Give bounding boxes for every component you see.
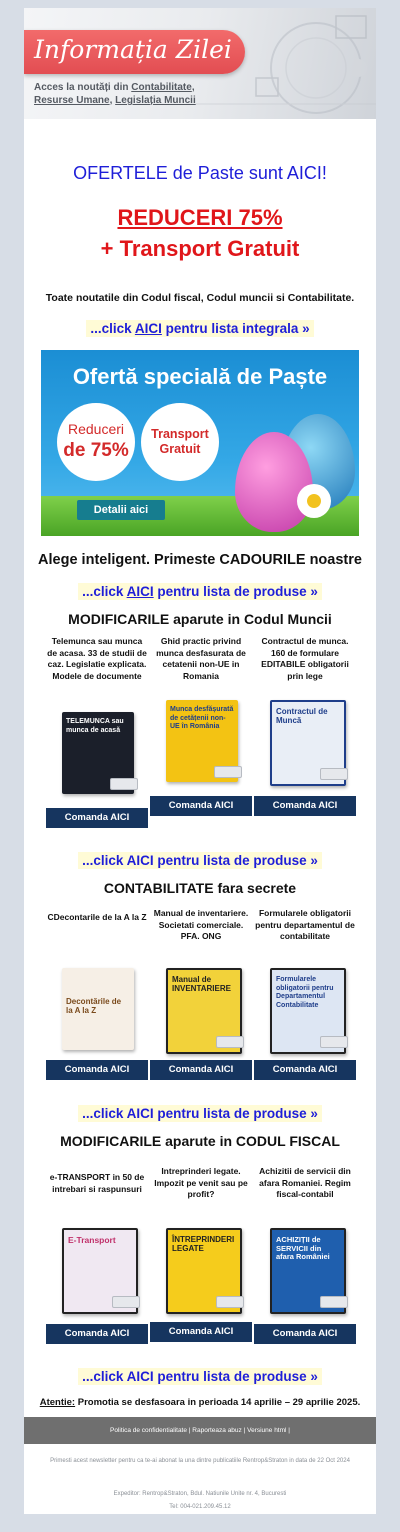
product-list-link[interactable]: ...click AICI pentru lista de produse » — [78, 852, 322, 869]
usb-stick-icon — [216, 1036, 244, 1048]
product-title: Manual de inventariere. Societati comerciale. PFA. ONG — [153, 908, 249, 941]
usb-stick-icon — [320, 768, 348, 780]
shipping-heading: + Transport Gratuit — [100, 236, 300, 261]
product-cover[interactable]: TELEMUNCA sau munca de acasă — [62, 712, 134, 794]
order-button[interactable]: Comanda AICI — [254, 1060, 356, 1080]
product-cover[interactable]: ACHIZIȚII de SERVICII din afara României — [270, 1228, 346, 1314]
product-title: Ghid practic privind munca desfasurata de cetatenii non-UE in Romania — [156, 636, 246, 681]
usb-stick-icon — [320, 1036, 348, 1048]
newsletter-header — [24, 8, 376, 119]
full-list-link-row — [24, 318, 376, 337]
order-button[interactable]: Comanda AICI — [46, 1060, 148, 1080]
gifts-heading: Alege inteligent. Primeste CADOURILE noastre — [38, 552, 362, 568]
product-cover[interactable]: ÎNTREPRINDERI LEGATE — [166, 1228, 242, 1314]
usb-stick-icon — [214, 766, 242, 778]
offer-heading: OFERTELE de Paste sunt AICI! — [73, 163, 327, 183]
product-cover[interactable]: Decontările de la A la Z — [62, 968, 134, 1050]
product-card — [46, 636, 148, 828]
product-card — [254, 636, 356, 828]
product-title: Intreprinderi legate. Impozit pe venit sau pe profit? — [154, 1166, 248, 1199]
section-title-codul-fiscal: MODIFICARILE aparute in CODUL FISCAL — [60, 1133, 340, 1149]
product-card — [46, 908, 148, 1083]
newsletter-card — [24, 8, 376, 1514]
product-list-link[interactable]: ...click AICI pentru lista de produse » — [78, 1368, 322, 1385]
brand-logo[interactable] — [24, 30, 245, 74]
product-card — [254, 1166, 356, 1356]
order-button[interactable]: Comanda AICI — [150, 1322, 252, 1342]
product-list-link-row — [24, 581, 376, 600]
product-list-link-row — [24, 1366, 376, 1385]
order-button[interactable]: Comanda AICI — [150, 1060, 252, 1080]
note-label: Atentie: — [39, 1397, 76, 1408]
intro-text: Toate noutatile din Codul fiscal, Codul muncii si Contabilitate. — [45, 292, 355, 304]
product-cover[interactable]: Manual de INVENTARIERE — [166, 968, 242, 1054]
footer-links[interactable]: Politica de confidentialitate | Raporteaza abuz | Versiune html | — [24, 1417, 376, 1444]
product-card — [150, 1166, 252, 1356]
discount-badge: Reduceri de 75% — [57, 403, 135, 481]
free-shipping-badge: Transport Gratuit — [141, 403, 219, 481]
usb-stick-icon — [320, 1296, 348, 1308]
tagline-link-contabilitate[interactable]: Contabilitate — [131, 82, 192, 93]
product-title: Formularele obligatorii pentru departamentul de contabilitate — [255, 908, 355, 941]
product-title: Contractul de munca. 160 de formulare EDITABILE obligatorii prin lege — [261, 636, 349, 681]
tagline-link-resurse-umane[interactable]: Resurse Umane — [34, 95, 110, 106]
tagline-link-legislatia-muncii[interactable]: Legislația Muncii — [115, 95, 196, 106]
product-title: Achizitii de servicii din afara Romaniei. Regim fiscal-contabil — [259, 1166, 351, 1199]
product-title: e-TRANSPORT in 50 de intrebari si raspunsuri — [49, 1172, 145, 1194]
product-card — [254, 908, 356, 1083]
product-cover[interactable]: Contractul de Muncă — [270, 700, 346, 786]
product-cover[interactable]: Formularele obligatorii pentru Departamentul Contabilitate — [270, 968, 346, 1054]
product-card — [150, 636, 252, 828]
product-list-link[interactable]: ...click AICI pentru lista de produse » — [78, 1105, 322, 1122]
product-list-link-row — [24, 850, 376, 869]
usb-stick-icon — [112, 1296, 140, 1308]
product-card — [150, 908, 252, 1083]
product-title: Telemunca sau munca de acasa. 33 de studii de caz. Legislatie explicata. Modele de documente — [47, 636, 147, 681]
product-list-link[interactable]: ...click AICI pentru lista de produse » — [78, 583, 322, 600]
sender-phone: Tel: 004-021.209.45.12 — [169, 1504, 231, 1510]
sender-address: Expeditor: Rentrop&Straton, Bdul. Natiunile Unite nr. 4, Bucuresti — [113, 1491, 287, 1497]
section-title-codul-muncii: MODIFICARILE aparute in Codul Muncii — [68, 611, 332, 627]
usb-stick-icon — [216, 1296, 244, 1308]
order-button[interactable]: Comanda AICI — [254, 1324, 356, 1344]
product-list-link-row — [24, 1103, 376, 1122]
product-cover[interactable]: E-Transport — [62, 1228, 138, 1314]
daisy-icon — [297, 484, 331, 518]
order-button[interactable]: Comanda AICI — [150, 796, 252, 816]
banner-title: Ofertă specială de Paște — [72, 364, 328, 389]
usb-stick-icon — [110, 778, 138, 790]
order-button[interactable]: Comanda AICI — [46, 808, 148, 828]
subscription-notice: Primesti acest newsletter pentru ca te-ai abonat la una dintre publicatiile Rentrop&Straton in data de 22 Oct 2024 — [50, 1458, 350, 1464]
easter-offer-banner[interactable] — [41, 350, 359, 536]
order-button[interactable]: Comanda AICI — [254, 796, 356, 816]
product-card — [46, 1166, 148, 1356]
product-cover[interactable]: Munca desfășurată de cetățenii non-UE în România — [166, 700, 238, 782]
promotion-note: Atentie: Promotia se desfasoara in perioada 14 aprilie – 29 aprilie 2025. — [39, 1397, 361, 1408]
product-title: CDecontarile de la A la Z — [47, 912, 147, 922]
section-title-contabilitate: CONTABILITATE fara secrete — [103, 880, 297, 896]
full-list-link[interactable]: ...click AICI pentru lista integrala » — [86, 320, 313, 337]
header-tagline: Acces la noutăți din Contabilitate, Resurse Umane, Legislația Muncii — [34, 82, 196, 106]
details-button[interactable]: Detalii aici — [77, 500, 165, 520]
order-button[interactable]: Comanda AICI — [46, 1324, 148, 1344]
discount-heading[interactable]: REDUCERI 75% — [117, 205, 283, 230]
brand-title: Informația Zilei — [34, 35, 232, 64]
